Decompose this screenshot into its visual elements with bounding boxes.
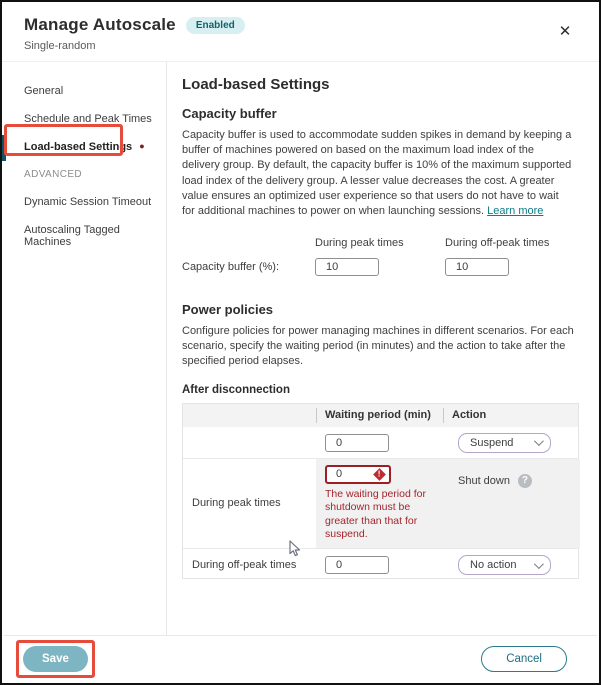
during-peak-times-label: During peak times	[192, 497, 281, 510]
table-row	[183, 548, 578, 578]
capacity-buffer-heading: Capacity buffer	[182, 106, 277, 121]
capacity-buffer-row-label: Capacity buffer (%):	[182, 261, 280, 274]
shutdown-action-label: Shut down	[458, 474, 510, 487]
suspend-action-dropdown[interactable]: Suspend	[458, 433, 551, 453]
table-row	[183, 427, 578, 458]
power-policies-heading: Power policies	[182, 302, 274, 318]
learn-more-link[interactable]: Learn more	[487, 204, 544, 217]
main-content	[167, 62, 599, 637]
column-header-waiting-period: Waiting period (min)	[316, 408, 443, 423]
after-disconnection-table	[182, 403, 579, 580]
sidebar-item-general[interactable]: General	[24, 85, 64, 97]
dialog-body	[2, 62, 599, 637]
sidebar-item-schedule-peak-times[interactable]: Schedule and Peak Times	[24, 113, 152, 125]
suspend-waiting-period-input[interactable]	[325, 434, 389, 452]
unsaved-changes-dot-icon: ●	[139, 141, 145, 151]
close-icon[interactable]: ✕	[556, 22, 574, 40]
dialog-footer	[4, 635, 597, 681]
active-indicator-bar	[2, 135, 6, 161]
peak-times-column-label: During peak times	[315, 237, 404, 250]
annotation-box-save	[16, 640, 95, 678]
sidebar-nav	[2, 62, 167, 637]
shutdown-waiting-period-input-error[interactable]	[325, 465, 391, 484]
offpeak-action-dropdown[interactable]: No action	[458, 555, 551, 575]
table-header-row	[183, 404, 578, 427]
page-title: Manage Autoscale	[24, 15, 176, 34]
capacity-buffer-description: Capacity buffer is used to accommodate sudden spikes in demand by keeping a buffer of machines powered on based on the maximum load index of the delivery group. By default, the capacity buffer is 10% of the maximum supported load index of the delivery group. A lesser value decreases the cost. A greater value ensures an optimized user experience so that users do not have to wait for additional machines to power on when launching sessions. Learn more	[182, 129, 572, 217]
during-offpeak-times-label: During off-peak times	[192, 559, 297, 572]
content-title: Load-based Settings	[182, 76, 330, 93]
capacity-buffer-inputs	[182, 237, 579, 276]
offpeak-waiting-period-input[interactable]	[325, 556, 389, 574]
capacity-buffer-offpeak-input[interactable]	[445, 258, 509, 276]
table-row	[183, 458, 578, 549]
save-button[interactable]: Save	[23, 646, 88, 672]
sidebar-item-label: Load-based Settings	[24, 141, 133, 153]
sidebar-section-advanced: ADVANCED	[24, 169, 83, 180]
chevron-down-icon	[534, 559, 544, 569]
power-policies-description: Configure policies for power managing machines in different scenarios. For each scenario, specify the waiting period (in minutes) and the action to take after the specified period elapses.	[182, 325, 574, 368]
chevron-down-icon	[534, 436, 544, 446]
help-icon[interactable]: ?	[518, 474, 532, 488]
enabled-status-badge: Enabled	[186, 17, 245, 34]
after-disconnection-heading: After disconnection	[182, 383, 290, 396]
sidebar-item-dynamic-session-timeout[interactable]: Dynamic Session Timeout	[24, 196, 152, 208]
error-diamond-icon: !	[373, 468, 386, 481]
sidebar-item-autoscaling-tagged-machines[interactable]: Autoscaling Tagged Machines	[24, 224, 120, 248]
cancel-button[interactable]: Cancel	[481, 646, 567, 672]
validation-error-message: The waiting period for shutdown must be greater than that for suspend.	[325, 487, 426, 541]
sidebar-item-load-based-settings[interactable]	[2, 133, 166, 161]
delivery-group-name: Single-random	[24, 40, 96, 52]
dialog-header	[2, 2, 599, 62]
offpeak-times-column-label: During off-peak times	[445, 237, 550, 250]
column-header-action: Action	[443, 408, 580, 423]
capacity-buffer-peak-input[interactable]	[315, 258, 379, 276]
